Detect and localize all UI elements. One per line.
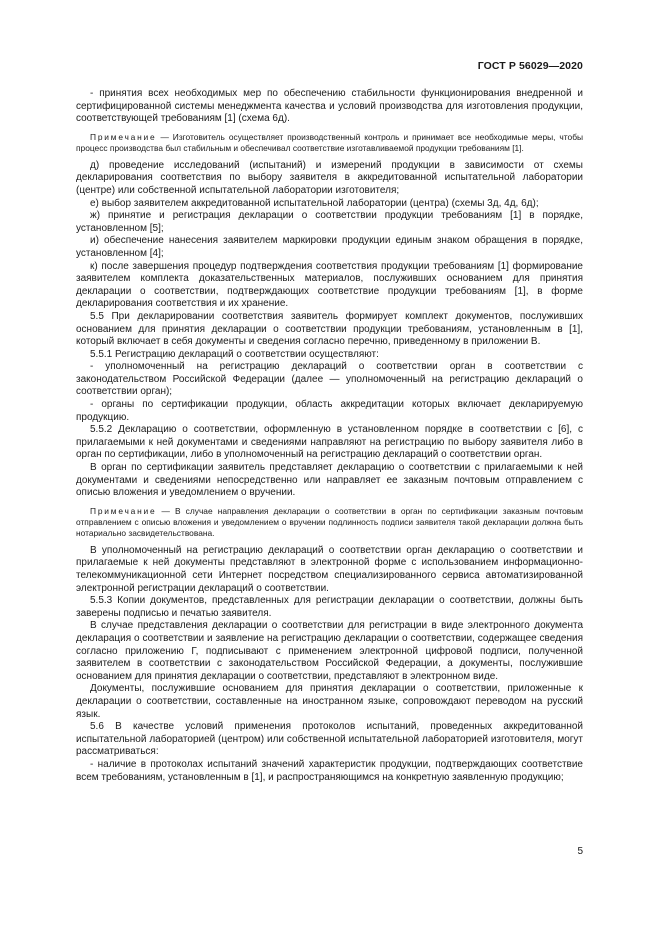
- body-paragraph: и) обеспечение нанесения заявителем маркировки продукции единым знаком обращения в порядке, установленном [4];: [76, 235, 583, 259]
- body-paragraph: 5.6 В качестве условий применения протоколов испытаний, проведенных аккредитованной испытательной лабораторией (центром) или собственной испытательной лабораторией изготовителя, могут рассматриваться:: [76, 721, 583, 758]
- body-paragraph: ж) принятие и регистрация декларации о соответствии продукции требованиям [1] в порядке, установленном [5];: [76, 210, 583, 234]
- body-paragraph: В орган по сертификации заявитель представляет декларацию о соответствии с прилагаемыми к ней документами и сведениями непосредственно или направляет ее заказным почтовым отправлением с описью вложения и уведомлением о вручении.: [76, 462, 583, 499]
- note-dash: —: [156, 505, 176, 516]
- body-paragraph: В уполномоченный на регистрацию деклараций о соответствии орган декларацию о соответствии и прилагаемые к ней документы представляют в электронной форме с использованием информационно-телекоммуникационной сети Интернет посредством специализированного сервиса автоматизированной электронной регистрации деклараций о соответствии.: [76, 544, 583, 594]
- body-paragraph: - наличие в протоколах испытаний значений характеристик продукции, подтверждающих соответствие всем требованиям, установленным в [1], и распространяющимся на конкретную заявленную продукцию;: [76, 758, 583, 783]
- note-paragraph: [76, 506, 583, 539]
- document-body: [76, 88, 583, 784]
- note-label: Примечание: [90, 505, 157, 516]
- body-paragraph: 5.5 При декларировании соответствия заявитель формирует комплект документов, послуживших основанием для принятия декларации о соответствии продукции требованиям, установленным в [1], который включает в себя документы и сведения согласно перечню, приведенному в приложении В.: [76, 310, 583, 348]
- note-text: В случае направления декларации о соответствии в орган по сертификации заказным почтовым отправлением с описью вложения и уведомлением о вручении подлинность подписи заявителя такой декларации должна быть нотариально засвидетельствована.: [76, 505, 583, 538]
- body-paragraph: В случае представления декларации о соответствии для регистрации в виде электронного документа декларация о соответствии и заявление на регистрацию декларации о соответствии, содержащее сведения согласно приложению Г, подписывают с применением электронной цифровой подписи, полученной заявителем в соответствии с законодательством Российской Федерации, а документы, послужившие основанием для принятия декларации о соответствии, представляют в электронном виде.: [76, 620, 583, 682]
- note-dash: —: [156, 131, 173, 142]
- body-paragraph: Документы, послужившие основанием для принятия декларации о соответствии, приложенные к декларации о соответствии, составленные на иностранном языке, сопровождают переводом на русский язык.: [76, 683, 583, 720]
- body-paragraph: - уполномоченный на регистрацию деклараций о соответствии орган в соответствии с законодательством Российской Федерации (далее — уполномоченный на регистрацию деклараций о соответствии орган);: [76, 361, 583, 398]
- body-paragraph: 5.5.3 Копии документов, представленных для регистрации декларации о соответствии, должны быть заверены подписью и печатью заявителя.: [76, 595, 583, 619]
- note-text: Изготовитель осуществляет производственный контроль и принимает все необходимые меры, чтобы процесс производства был стабильным и обеспечивал соответствие изготавливаемой продукции требованиям [1].: [76, 131, 584, 153]
- body-paragraph: д) проведение исследований (испытаний) и измерений продукции в зависимости от схемы декларирования соответствия по выбору заявителя в аккредитованной испытательной лаборатории (центре) или собственной испытательной лаборатории изготовителя;: [76, 159, 583, 196]
- document-number: ГОСТ Р 56029—2020: [477, 60, 583, 72]
- body-paragraph: е) выбор заявителем аккредитованной испытательной лаборатории (центра) (схемы 3д, 4д, 6д);: [90, 197, 539, 209]
- page-number: 5: [577, 846, 583, 857]
- body-paragraph: 5.5.1 Регистрацию деклараций о соответствии осуществляют:: [90, 348, 379, 360]
- body-paragraph: к) после завершения процедур подтверждения соответствия продукции требованиям [1] формирование заявителем комплекта доказательственных материалов, послуживших основанием для принятия декларации о соответствии, подтверждающих соответствие продукции требованиям [1], в форме декларирования соответствия и их хранение.: [76, 260, 583, 310]
- body-paragraph: - принятия всех необходимых мер по обеспечению стабильности функционирования внедренной и сертифицированной системы менеджмента качества и условий производства для изготовления продукции, соответствующей требованиям [1] (схема 6д).: [76, 88, 583, 125]
- body-paragraph: - органы по сертификации продукции, область аккредитации которых включает декларируемую продукцию.: [76, 399, 583, 423]
- note-label: Примечание: [90, 131, 157, 142]
- note-paragraph: [76, 132, 583, 154]
- body-paragraph: 5.5.2 Декларацию о соответствии, оформленную в установленном порядке в соответствии с [6], с прилагаемыми к ней документами и сведениями направляют на регистрацию по выбору заявителя либо в орган по сертификации, либо в уполномоченный на регистрацию деклараций о соответствии орган.: [76, 424, 583, 461]
